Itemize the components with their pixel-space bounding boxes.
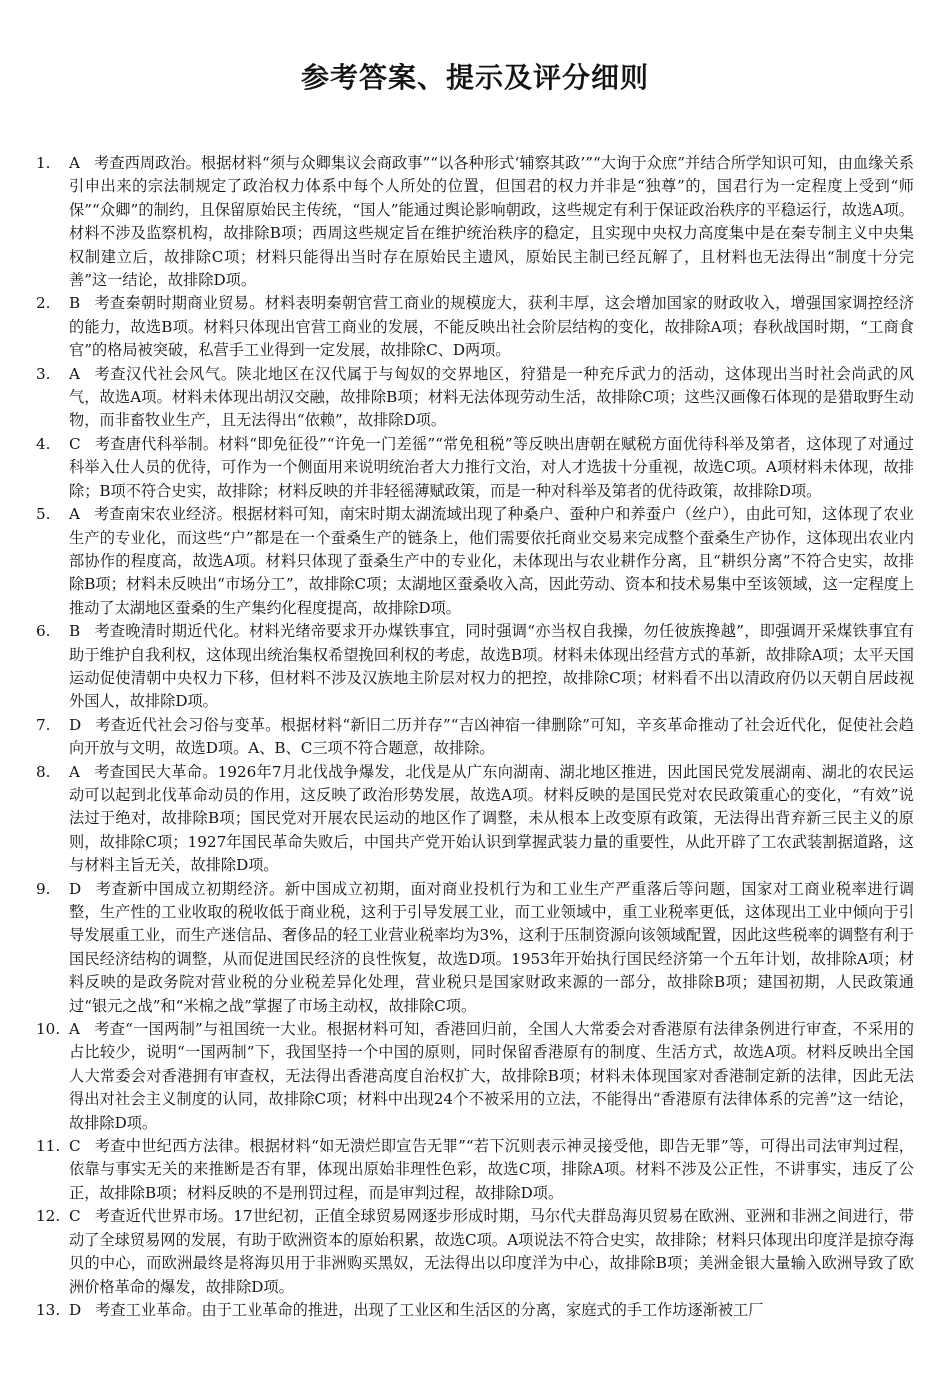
question-number: 2. — [36, 294, 51, 313]
question-number: 11. — [36, 1137, 61, 1156]
answer-item — [36, 292, 914, 362]
explanation-text: 考查近代社会习俗与变革。根据材料“新旧二历并存”“吉凶神宿一律删除”可知，辛亥革命推动了社会近代化，促使社会趋向开放与文明，故选D项。A、B、C三项不符合题意，故排除。 — [69, 715, 914, 758]
explanation-text: 考查“一国两制”与祖国统一大业。根据材料可知，香港回归前，全国人大常委会对香港原有法律条例进行审查，不采用的占比较少，说明“一国两制”下，我国坚持一个中国的原则，同时保留香港原有的制度、生活方式，故选A项。材料反映出全国人大常委会对香港拥有审查权，无法得出香港高度自治权扩大，故排除B项；材料未体现国家对香港制定新的法律，因此无法得出对社会主义制度的认同，故排除C项；材料中出现24个不被采用的立法，不能得出“香港原有法律体系的完善”这一结论，故排除D项。 — [69, 1020, 914, 1132]
explanation-text: 考查工业革命。由于工业革命的推进，出现了工业区和生活区的分离，家庭式的手工作坊逐渐被工厂 — [95, 1300, 764, 1319]
answer-letter: A — [69, 154, 80, 172]
answer-letter: A — [69, 505, 80, 524]
explanation-text: 考查西周政治。根据材料“须与众卿集议会商政事”“以各种形式‘辅察其政’”“大询于众庶”并结合所学知识可知，由血缘关系引申出来的宗法制规定了政治权力体系中每个人所处的位置，但国君的权力并非是“独尊”的，国君行为一定程度上受到“师保”“众卿”的制约，且保留原始民主传统，“国人”能通过舆论影响朝政，这些规定有利于保证政治秩序的平稳运行，故选A项。材料不涉及监察机构，故排除B项；西周这些规定旨在维护统治秩序的稳定，且实现中央权力高度集中是在秦专制主义中央集权制建立后，故排除C项；材料只能得出当时存在原始民主遗风，原始民主制已经瓦解了，且材料也无法得出“制度十分完善”这一结论，故排除D项。 — [69, 154, 914, 290]
answer-item — [36, 878, 914, 1018]
answer-item — [36, 363, 914, 433]
answer-item — [36, 503, 914, 620]
answer-letter: D — [69, 715, 82, 734]
question-number: 10. — [36, 1020, 61, 1039]
explanation-text: 考查唐代科举制。材料“即免征役”“许免一门差徭”“常免租税”等反映出唐朝在赋税方面优待科举及第者，这体现了对通过科举入仕人员的优待，可作为一个侧面用来说明统治者大力推行文治，对人才选拔十分重视，故选C项。A项材料未体现，故排除；B项不符合史实，故排除；材料反映的并非轻徭薄赋政策，而是一种对科举及第者的优待政策，故排除D项。 — [69, 434, 914, 500]
answer-letter: C — [69, 1137, 81, 1156]
answer-letter: C — [69, 1207, 81, 1226]
answer-item — [36, 1299, 914, 1322]
question-number: 6. — [36, 622, 51, 641]
answer-item — [36, 714, 914, 761]
page-title: 参考答案、提示及评分细则 — [300, 61, 649, 94]
answer-letter: C — [69, 434, 81, 453]
answer-item — [36, 433, 914, 503]
question-number: 1. — [36, 154, 51, 172]
answer-item — [36, 620, 914, 714]
question-number: 13. — [36, 1300, 61, 1319]
explanation-text: 考查南宋农业经济。根据材料可知，南宋时期太湖流域出现了种桑户、蚕种户和养蚕户（丝户），由此可知，这体现了农业生产的专业化，而这些“户”都是在一个蚕桑生产的链条上，他们需要依托商业交易来完成整个蚕桑生产协作，这体现出农业内部协作的程度高，故选A项。材料只体现了蚕桑生产中的专业化，未体现出与农业耕作分离，且“耕织分离”不符合史实，故排除B项；材料未反映出“市场分工”，故排除C项；太湖地区蚕桑收入高，因此劳动、资本和技术易集中至该领域，这一定程度上推动了太湖地区蚕桑的生产集约化程度提高，故排除D项。 — [69, 505, 914, 617]
answer-letter: B — [69, 622, 81, 641]
answer-letter: D — [69, 879, 82, 898]
explanation-text: 考查汉代社会风气。陕北地区在汉代属于与匈奴的交界地区，狩猎是一种充斥武力的活动，这体现出当时社会尚武的风气，故选A项。材料未体现出胡汉交融，故排除B项；材料无法体现劳动生活，故排除C项；这些汉画像石体现的是猎取野生动物，而非畜牧业生产，且无法得出“依赖”，故排除D项。 — [69, 364, 914, 430]
answer-letter: A — [69, 364, 80, 383]
question-number: 9. — [36, 879, 51, 898]
answer-item — [36, 1205, 914, 1299]
explanation-text: 考查新中国成立初期经济。新中国成立初期，面对商业投机行为和工业生产严重落后等问题，国家对工商业税率进行调整，生产性的工业收取的税收低于商业税，这利于引导发展工业，而工业领域中，重工业税率更低，这体现出工业中倾向于引导发展重工业，而生产迷信品、奢侈品的轻工业营业税率均为3%，这利于压制资源向该领域配置，因此这些税率的调整有利于国民经济结构的调整，从而促进国民经济的良性恢复，故选D项。1953年开始执行国民经济第一个五年计划，故排除A项；材料反映的是政务院对营业税的分业税差异化处理，营业税只是国家财政来源的一部分，故排除B项；建国初期，人民政策通过“银元之战”和“米棉之战”掌握了市场主动权，故排除C项。 — [69, 879, 914, 1015]
question-number: 8. — [36, 762, 51, 781]
question-number: 3. — [36, 364, 51, 383]
question-number: 12. — [36, 1207, 61, 1226]
answer-list — [36, 152, 914, 1322]
explanation-text: 考查中世纪西方法律。根据材料“如无溃烂即宣告无罪”“若下沉则表示神灵接受他，即告无罪”等，可得出司法审判过程，依靠与事实无关的来推断是否有罪，体现出原始非理性色彩，故选C项，排除A项。材料不涉及公正性，不讲事实，违反了公正，故排除B项；材料反映的不是刑罚过程，而是审判过程，故排除D项。 — [69, 1137, 914, 1202]
question-number: 5. — [36, 505, 51, 524]
question-number: 7. — [36, 715, 51, 734]
explanation-text: 考查晚清时期近代化。材料光绪帝要求开办煤铁事宜，同时强调“亦当权自我操，勿任彼族搀越”，即强调开采煤铁事宜有助于维护自我利权，这体现出统治集权希望挽回利权的考虑，故选B项。材料未体现出经营方式的革新，故排除A项；太平天国运动促使清朝中央权力下移，但材料不涉及汉族地主阶层对权力的把控，故排除C项；材料看不出以清政府仍以天朝自居歧视外国人，故排除D项。 — [69, 622, 914, 711]
answer-item — [36, 152, 914, 292]
answer-item — [36, 1018, 914, 1135]
explanation-text: 考查近代世界市场。17世纪初，正值全球贸易网逐步形成时期，马尔代夫群岛海贝贸易在欧洲、亚洲和非洲之间进行，带动了全球贸易网的发展，有助于欧洲资本的原始积累，故选C项。A项说法不符合史实，故排除；材料只体现出印度洋是掠夺海贝的中心，而欧洲最终是将海贝用于非洲购买黑奴，无法得出以印度洋为中心，故排除B项；美洲金银大量输入欧洲导致了欧洲价格革命的爆发，故排除D项。 — [69, 1207, 914, 1296]
answer-item — [36, 1135, 914, 1205]
explanation-text: 考查秦朝时期商业贸易。材料表明秦朝官营工商业的规模庞大，获利丰厚，这会增加国家的财政收入，增强国家调控经济的能力，故选B项。材料只体现出官营工商业的发展，不能反映出社会阶层结构的变化，故排除A项；春秋战国时期，“工商食官”的格局被突破，私营手工业得到一定发展，故排除C、D两项。 — [69, 294, 914, 360]
answer-letter: A — [69, 762, 80, 781]
answer-letter: A — [69, 1020, 80, 1039]
explanation-text: 考查国民大革命。1926年7月北伐战争爆发，北伐是从广东向湖南、湖北地区推进，因此国民党发展湖南、湖北的农民运动可以起到北伐革命动员的作用，这反映了政治形势发展，故选A项。材料反映的是国民党对农民政策重心的变化，“有效”说法过于绝对，故排除B项；国民党对开展农民运动的地区作了调整，未从根本上改变原有政策，无法得出背弃新三民主义的原则，故排除C项；1927年国民革命失败后，中国共产党开始认识到掌握武装力量的重要性，从此开辟了工农武装割据道路，这与材料主旨无关，故排除D项。 — [69, 762, 914, 875]
answer-letter: D — [69, 1300, 82, 1319]
question-number: 4. — [36, 434, 51, 453]
answer-letter: B — [69, 294, 81, 313]
answer-item — [36, 761, 914, 878]
